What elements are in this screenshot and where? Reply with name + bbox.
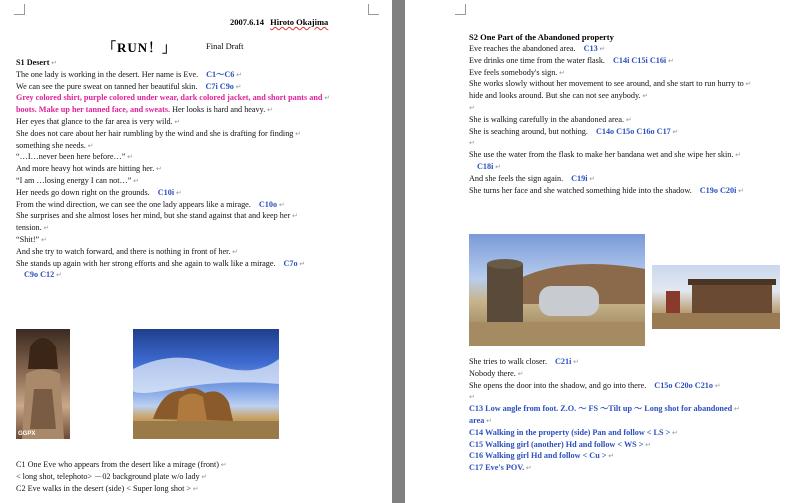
old-building-icon [652,265,780,329]
text-line [16,210,298,223]
paragraph-mark-icon: ↵ [41,224,50,233]
cut-reference: C10i [157,187,175,197]
cut-reference: C18i [477,162,494,171]
paragraph-mark-icon: ↵ [322,94,331,103]
photo-watermark: GGPX [18,431,36,437]
paragraph-mark-icon: ↵ [743,80,752,89]
text-line [469,462,532,475]
line-text: Eve drinks one time from the water flask. [469,55,605,65]
water-tank-trailer-icon [469,234,645,346]
text-line [469,185,744,198]
paragraph-mark-icon: ↵ [493,163,501,171]
paragraph-mark-icon: ↵ [736,186,744,195]
cut-reference: C9o C12 [24,270,55,280]
line-text: She stands up again with her strong efforts and she again to walk like a mirage. [16,258,276,268]
line-text: The one lady is working in the desert. Her name is Eve. [16,69,199,79]
document-subtitle: Final Draft [206,41,244,51]
paragraph-mark-icon: ↵ [290,212,298,221]
line-text: She tries to walk closer. [469,357,547,366]
line-tail: Her looks is hard and heavy. [170,105,266,115]
line-text: C14 Walking in the property (side) Pan and follow < LS > [469,427,671,437]
line-text: Her needs go down right on the grounds. [16,187,150,197]
line-text: And she feels the sign again. [469,173,564,183]
line-text: something she needs. [16,140,86,150]
abandoned-property-photo [469,234,645,346]
line-text: < long shot, telephoto> －02 background plate w/o lady [16,471,200,481]
cut-reference: C19o C20i [699,185,737,195]
paragraph-mark-icon: ↵ [643,440,652,449]
line-text: tension. [16,223,42,233]
paragraph-mark-icon: ↵ [233,82,242,91]
line-text: C15 Walking girl (another) Hd and follow < WS > [469,439,644,449]
line-text: “I am …losing energy I can not…” [16,176,132,185]
paragraph-mark-icon: ↵ [624,115,632,124]
text-line [469,403,740,416]
line-text: C2 Eve walks in the desert (side) < Super long shot > [16,483,192,493]
left-page [0,0,392,503]
paragraph-mark-icon: ↵ [733,151,742,160]
paragraph-mark-icon: ↵ [587,174,596,183]
paragraph-mark-icon: ↵ [469,104,475,112]
line-text: She works slowly without her movement to see around, and she start to run hurry to [469,79,744,89]
line-text: Eve feels somebody's sign. [469,67,558,77]
cut-reference: C7i C9o [205,81,234,91]
paragraph-mark-icon: ↵ [606,452,615,461]
text-line [469,126,678,139]
line-text: She use the water from the flask to make her bandana wet and she wipe her skin. [469,150,734,160]
desert-landscape-photo [133,329,279,439]
line-text: Grey colored shirt, purple colored under wear, dark colored jacket, and short pants and [16,93,323,103]
paragraph-mark-icon: ↵ [640,92,649,101]
line-text: She is seaching around, but nothing. [469,126,588,136]
text-line [16,483,199,496]
line-text: She opens the door into the shadow, and go into there. [469,380,647,390]
paragraph-mark-icon: ↵ [597,45,606,53]
header-author: Hiroto Okajima [270,17,329,27]
text-line [469,380,721,393]
line-text: And more heavy hot winds are hitting her. [16,164,155,174]
paragraph-mark-icon: ↵ [484,417,492,425]
paragraph-mark-icon: ↵ [154,165,162,174]
portrait-figure-icon [16,329,70,439]
cut-reference: C15o C20o C21o [654,380,713,390]
cut-reference: C21i [555,357,572,366]
line-text: She is walking carefully in the abandoned area. [469,114,625,124]
paragraph-mark-icon: ↵ [131,177,139,185]
paragraph-mark-icon: ↵ [515,369,524,378]
cut-reference: C7o [283,258,298,268]
paragraph-mark-icon: ↵ [54,271,62,280]
cut-reference: C19i [571,173,588,183]
paragraph-mark-icon: ↵ [277,200,285,209]
paragraph-mark-icon: ↵ [524,464,532,473]
cut-reference: C1～C6 [206,69,235,79]
paragraph-mark-icon: ↵ [265,106,273,115]
line-text: boots. Make up her tanned face, and sweats. [16,105,171,115]
line-text: We can see the pure sweat on tanned her beautiful skin. [16,81,198,91]
paragraph-mark-icon: ↵ [712,381,721,390]
line-text: Her eyes that glance to the far area is very wild. [16,117,173,126]
line-text: And she try to watch forward, and there is nothing in front of her. [16,246,231,256]
line-text: Nobody there. [469,368,516,378]
paragraph-mark-icon: ↵ [230,247,239,256]
paragraph-mark-icon: ↵ [219,461,227,469]
text-line [16,269,62,282]
line-text: area [469,416,485,425]
paragraph-mark-icon: ↵ [191,484,199,493]
line-text: She turns her face and she watched something hide into the shadow. [469,185,692,195]
line-text: Eve reaches the abandoned area. [469,44,576,53]
header-date: 2007.6.14 [230,17,264,27]
paragraph-mark-icon: ↵ [670,127,679,136]
cut-reference: C10o [258,199,278,209]
paragraph-mark-icon: ↵ [49,59,58,67]
paragraph-mark-icon: ↵ [469,139,475,148]
desert-rocks-icon [133,329,279,439]
crop-mark [455,4,466,15]
line-text: S1 Desert [16,58,50,67]
line-text: hide and looks around. But she can not see anybody. [469,91,641,101]
right-page [405,0,800,503]
line-text: She does not care about her hair rumbling by the wind and she is drafting for finding [16,128,294,138]
paragraph-mark-icon: ↵ [557,68,565,77]
text-line [469,90,648,103]
ghost-town-photo [652,265,780,329]
crop-mark [368,4,379,15]
paragraph-mark-icon: ↵ [199,472,208,481]
line-text: C17 Eve's POV. [469,463,525,473]
line-text: She surprises and she almost loses her mind, but she stand against that and keep her [16,211,291,221]
paragraph-mark-icon: ↵ [172,118,181,126]
cut-reference: C14i C15i C16i [612,55,667,65]
line-text: “…I…never been here before…” [16,152,126,162]
line-text: From the wind direction, we can see the one lady appears like a mirage. [16,199,251,209]
line-text: C13 Low angle from foot. Z.O. ～ FS ～Tilt up ～ Long shot for abandoned [469,404,733,414]
paragraph-mark-icon: ↵ [85,141,94,150]
line-text: C1 One Eve who appears from the desert like a mirage (front) [16,460,220,469]
paragraph-mark-icon: ↵ [670,428,678,437]
paragraph-mark-icon: ↵ [571,358,579,366]
cut-reference: C14o C15o C16o C17 [595,126,671,136]
paragraph-mark-icon: ↵ [293,129,302,138]
crop-mark [14,4,25,15]
cut-reference: C13 [583,44,598,53]
line-text: C16 Walking girl Hd and follow < Cu > [469,451,607,461]
paragraph-mark-icon: ↵ [732,405,740,414]
header-line [230,17,328,27]
paragraph-mark-icon: ↵ [39,236,47,244]
paragraph-mark-icon: ↵ [297,259,306,268]
scene-heading: S2 One Part of the Abandoned property [469,32,614,42]
eve-portrait-photo [16,329,70,439]
text-line [469,149,741,162]
paragraph-mark-icon: ↵ [469,393,475,402]
paragraph-mark-icon: ↵ [234,70,242,79]
document-title: 「RUN！」 [103,40,177,55]
line-text: “Shit!” [16,235,40,244]
paragraph-mark-icon: ↵ [666,56,674,65]
paragraph-mark-icon: ↵ [174,188,182,197]
paragraph-mark-icon: ↵ [125,153,133,162]
